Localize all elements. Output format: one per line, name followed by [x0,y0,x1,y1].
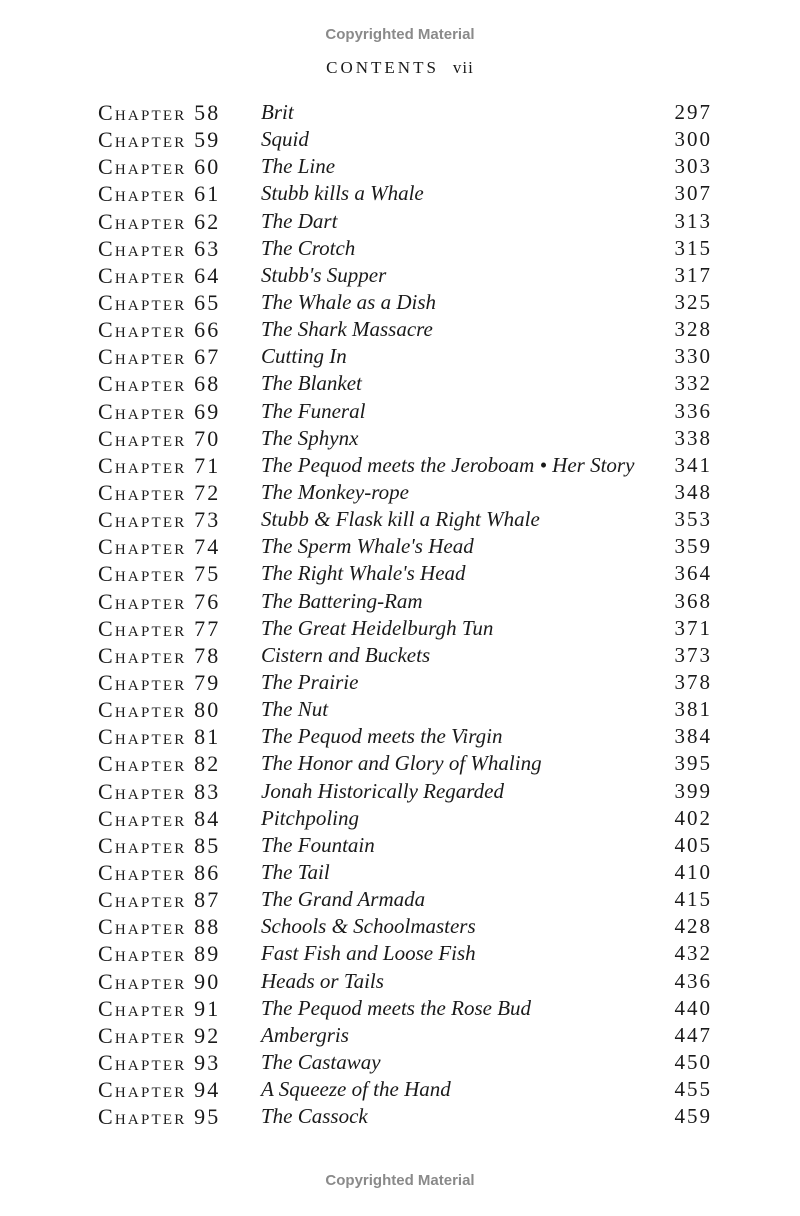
chapter-title: A Squeeze of the Hand [261,1077,451,1102]
chapter-label: Chapter 62 [98,208,221,234]
table-of-contents [0,99,800,1130]
toc-entry [0,235,800,262]
chapter-title: The Monkey-rope [261,479,409,504]
toc-entry [0,696,800,723]
chapter-label: Chapter 79 [98,669,221,695]
chapter-page-number: 447 [674,1022,712,1047]
chapter-label: Chapter 64 [98,262,221,288]
chapter-title: Ambergris [261,1022,349,1047]
toc-entry [0,588,800,615]
chapter-title: The Blanket [261,371,362,396]
running-head [0,58,800,78]
chapter-title: The Shark Massacre [261,317,433,342]
toc-entry [0,1049,800,1076]
chapter-label: Chapter 66 [98,317,221,343]
toc-entry [0,533,800,560]
toc-entry [0,289,800,316]
chapter-title: The Pequod meets the Jeroboam • Her Story [261,452,635,477]
chapter-page-number: 315 [674,235,712,260]
chapter-label: Chapter 63 [98,235,221,261]
chapter-page-number: 405 [674,832,712,857]
chapter-title: The Dart [261,208,338,233]
chapter-title: The Sperm Whale's Head [261,534,474,559]
chapter-page-number: 307 [674,181,712,206]
chapter-label: Chapter 82 [98,751,221,777]
toc-entry [0,262,800,289]
chapter-title: Stubb kills a Whale [261,181,424,206]
toc-entry [0,370,800,397]
chapter-label: Chapter 74 [98,534,221,560]
toc-entry [0,1076,800,1103]
chapter-title: The Tail [261,859,330,884]
chapter-title: The Whale as a Dish [261,289,436,314]
toc-entry [0,479,800,506]
chapter-page-number: 455 [674,1077,712,1102]
chapter-label: Chapter 72 [98,479,221,505]
chapter-page-number: 328 [674,317,712,342]
chapter-page-number: 353 [674,507,712,532]
chapter-page-number: 410 [674,859,712,884]
chapter-title: The Honor and Glory of Whaling [261,751,542,776]
chapter-page-number: 338 [674,425,712,450]
chapter-page-number: 432 [674,941,712,966]
toc-entry [0,153,800,180]
chapter-page-number: 359 [674,534,712,559]
chapter-title: Stubb & Flask kill a Right Whale [261,507,540,532]
chapter-label: Chapter 59 [98,127,221,153]
chapter-page-number: 341 [674,452,712,477]
chapter-page-number: 373 [674,642,712,667]
toc-entry [0,940,800,967]
toc-entry [0,615,800,642]
chapter-title: The Pequod meets the Virgin [261,724,503,749]
chapter-title: Cutting In [261,344,347,369]
toc-entry [0,913,800,940]
toc-entry [0,452,800,479]
chapter-page-number: 330 [674,344,712,369]
toc-entry [0,642,800,669]
chapter-label: Chapter 75 [98,561,221,587]
chapter-page-number: 317 [674,262,712,287]
chapter-title: Fast Fish and Loose Fish [261,941,476,966]
chapter-page-number: 459 [674,1104,712,1129]
chapter-title: The Great Heidelburgh Tun [261,615,494,640]
chapter-label: Chapter 68 [98,371,221,397]
chapter-page-number: 399 [674,778,712,803]
chapter-page-number: 428 [674,914,712,939]
toc-entry [0,778,800,805]
chapter-title: The Crotch [261,235,356,260]
chapter-label: Chapter 73 [98,507,221,533]
chapter-page-number: 378 [674,669,712,694]
chapter-page-number: 325 [674,289,712,314]
chapter-label: Chapter 90 [98,968,221,994]
chapter-label: Chapter 95 [98,1104,221,1130]
chapter-title: The Prairie [261,669,359,694]
chapter-label: Chapter 89 [98,941,221,967]
chapter-title: Stubb's Supper [261,262,387,287]
chapter-label: Chapter 81 [98,724,221,750]
toc-entry [0,506,800,533]
toc-entry [0,1103,800,1130]
toc-entry [0,750,800,777]
chapter-page-number: 381 [674,697,712,722]
chapter-label: Chapter 94 [98,1077,221,1103]
chapter-page-number: 415 [674,887,712,912]
chapter-page-number: 440 [674,995,712,1020]
chapter-title: Schools & Schoolmasters [261,914,476,939]
chapter-page-number: 300 [674,127,712,152]
chapter-label: Chapter 88 [98,914,221,940]
chapter-title: Pitchpoling [261,805,359,830]
chapter-label: Chapter 76 [98,588,221,614]
chapter-page-number: 303 [674,154,712,179]
chapter-label: Chapter 69 [98,398,221,424]
chapter-label: Chapter 85 [98,832,221,858]
toc-entry [0,343,800,370]
chapter-title: The Nut [261,697,329,722]
chapter-page-number: 368 [674,588,712,613]
chapter-title: The Cassock [261,1104,368,1129]
chapter-page-number: 371 [674,615,712,640]
chapter-label: Chapter 80 [98,697,221,723]
chapter-page-number: 364 [674,561,712,586]
chapter-label: Chapter 70 [98,425,221,451]
toc-entry [0,99,800,126]
chapter-title: Cistern and Buckets [261,642,431,667]
chapter-page-number: 384 [674,724,712,749]
running-head-title: CONTENTS [326,58,439,77]
toc-entry [0,805,800,832]
chapter-title: Brit [261,100,294,124]
toc-entry [0,859,800,886]
chapter-title: Heads or Tails [261,968,384,993]
toc-entry [0,425,800,452]
toc-entry [0,180,800,207]
chapter-page-number: 313 [674,208,712,233]
chapter-label: Chapter 93 [98,1049,221,1075]
chapter-page-number: 450 [674,1049,712,1074]
chapter-label: Chapter 87 [98,887,221,913]
chapter-page-number: 332 [674,371,712,396]
chapter-title: The Fountain [261,832,375,857]
chapter-title: The Right Whale's Head [261,561,466,586]
watermark-bottom: Copyrighted Material [325,1172,475,1189]
chapter-label: Chapter 92 [98,1022,221,1048]
chapter-page-number: 297 [674,100,712,124]
toc-entry [0,968,800,995]
chapter-label: Chapter 84 [98,805,221,831]
chapter-title: The Grand Armada [261,887,426,912]
toc-entry [0,398,800,425]
chapter-label: Chapter 60 [98,154,221,180]
toc-entry [0,886,800,913]
chapter-label: Chapter 78 [98,642,221,668]
chapter-title: The Line [261,154,336,179]
chapter-page-number: 395 [674,751,712,776]
toc-entry [0,316,800,343]
toc-entry [0,208,800,235]
chapter-label: Chapter 91 [98,995,221,1021]
chapter-label: Chapter 86 [98,859,221,885]
chapter-page-number: 336 [674,398,712,423]
toc-entry [0,832,800,859]
chapter-title: Jonah Historically Regarded [261,778,505,803]
chapter-title: The Pequod meets the Rose Bud [261,995,532,1020]
chapter-page-number: 402 [674,805,712,830]
toc-entry [0,723,800,750]
toc-entry [0,995,800,1022]
toc-entry [0,669,800,696]
toc-entry [0,1022,800,1049]
chapter-label: Chapter 61 [98,181,221,207]
chapter-title: The Castaway [261,1049,381,1074]
chapter-label: Chapter 67 [98,344,221,370]
toc-entry [0,126,800,153]
chapter-label: Chapter 77 [98,615,221,641]
chapter-page-number: 436 [674,968,712,993]
running-head-page-number: vii [452,58,474,77]
chapter-title: The Funeral [261,398,366,423]
chapter-title: The Sphynx [261,425,359,450]
chapter-label: Chapter 65 [98,289,221,315]
chapter-label: Chapter 71 [98,452,221,478]
chapter-title: Squid [261,127,309,152]
watermark-top: Copyrighted Material [325,26,475,43]
chapter-page-number: 348 [674,479,712,504]
toc-entry [0,560,800,587]
chapter-label: Chapter 58 [98,100,221,125]
chapter-label: Chapter 83 [98,778,221,804]
chapter-title: The Battering-Ram [261,588,423,613]
